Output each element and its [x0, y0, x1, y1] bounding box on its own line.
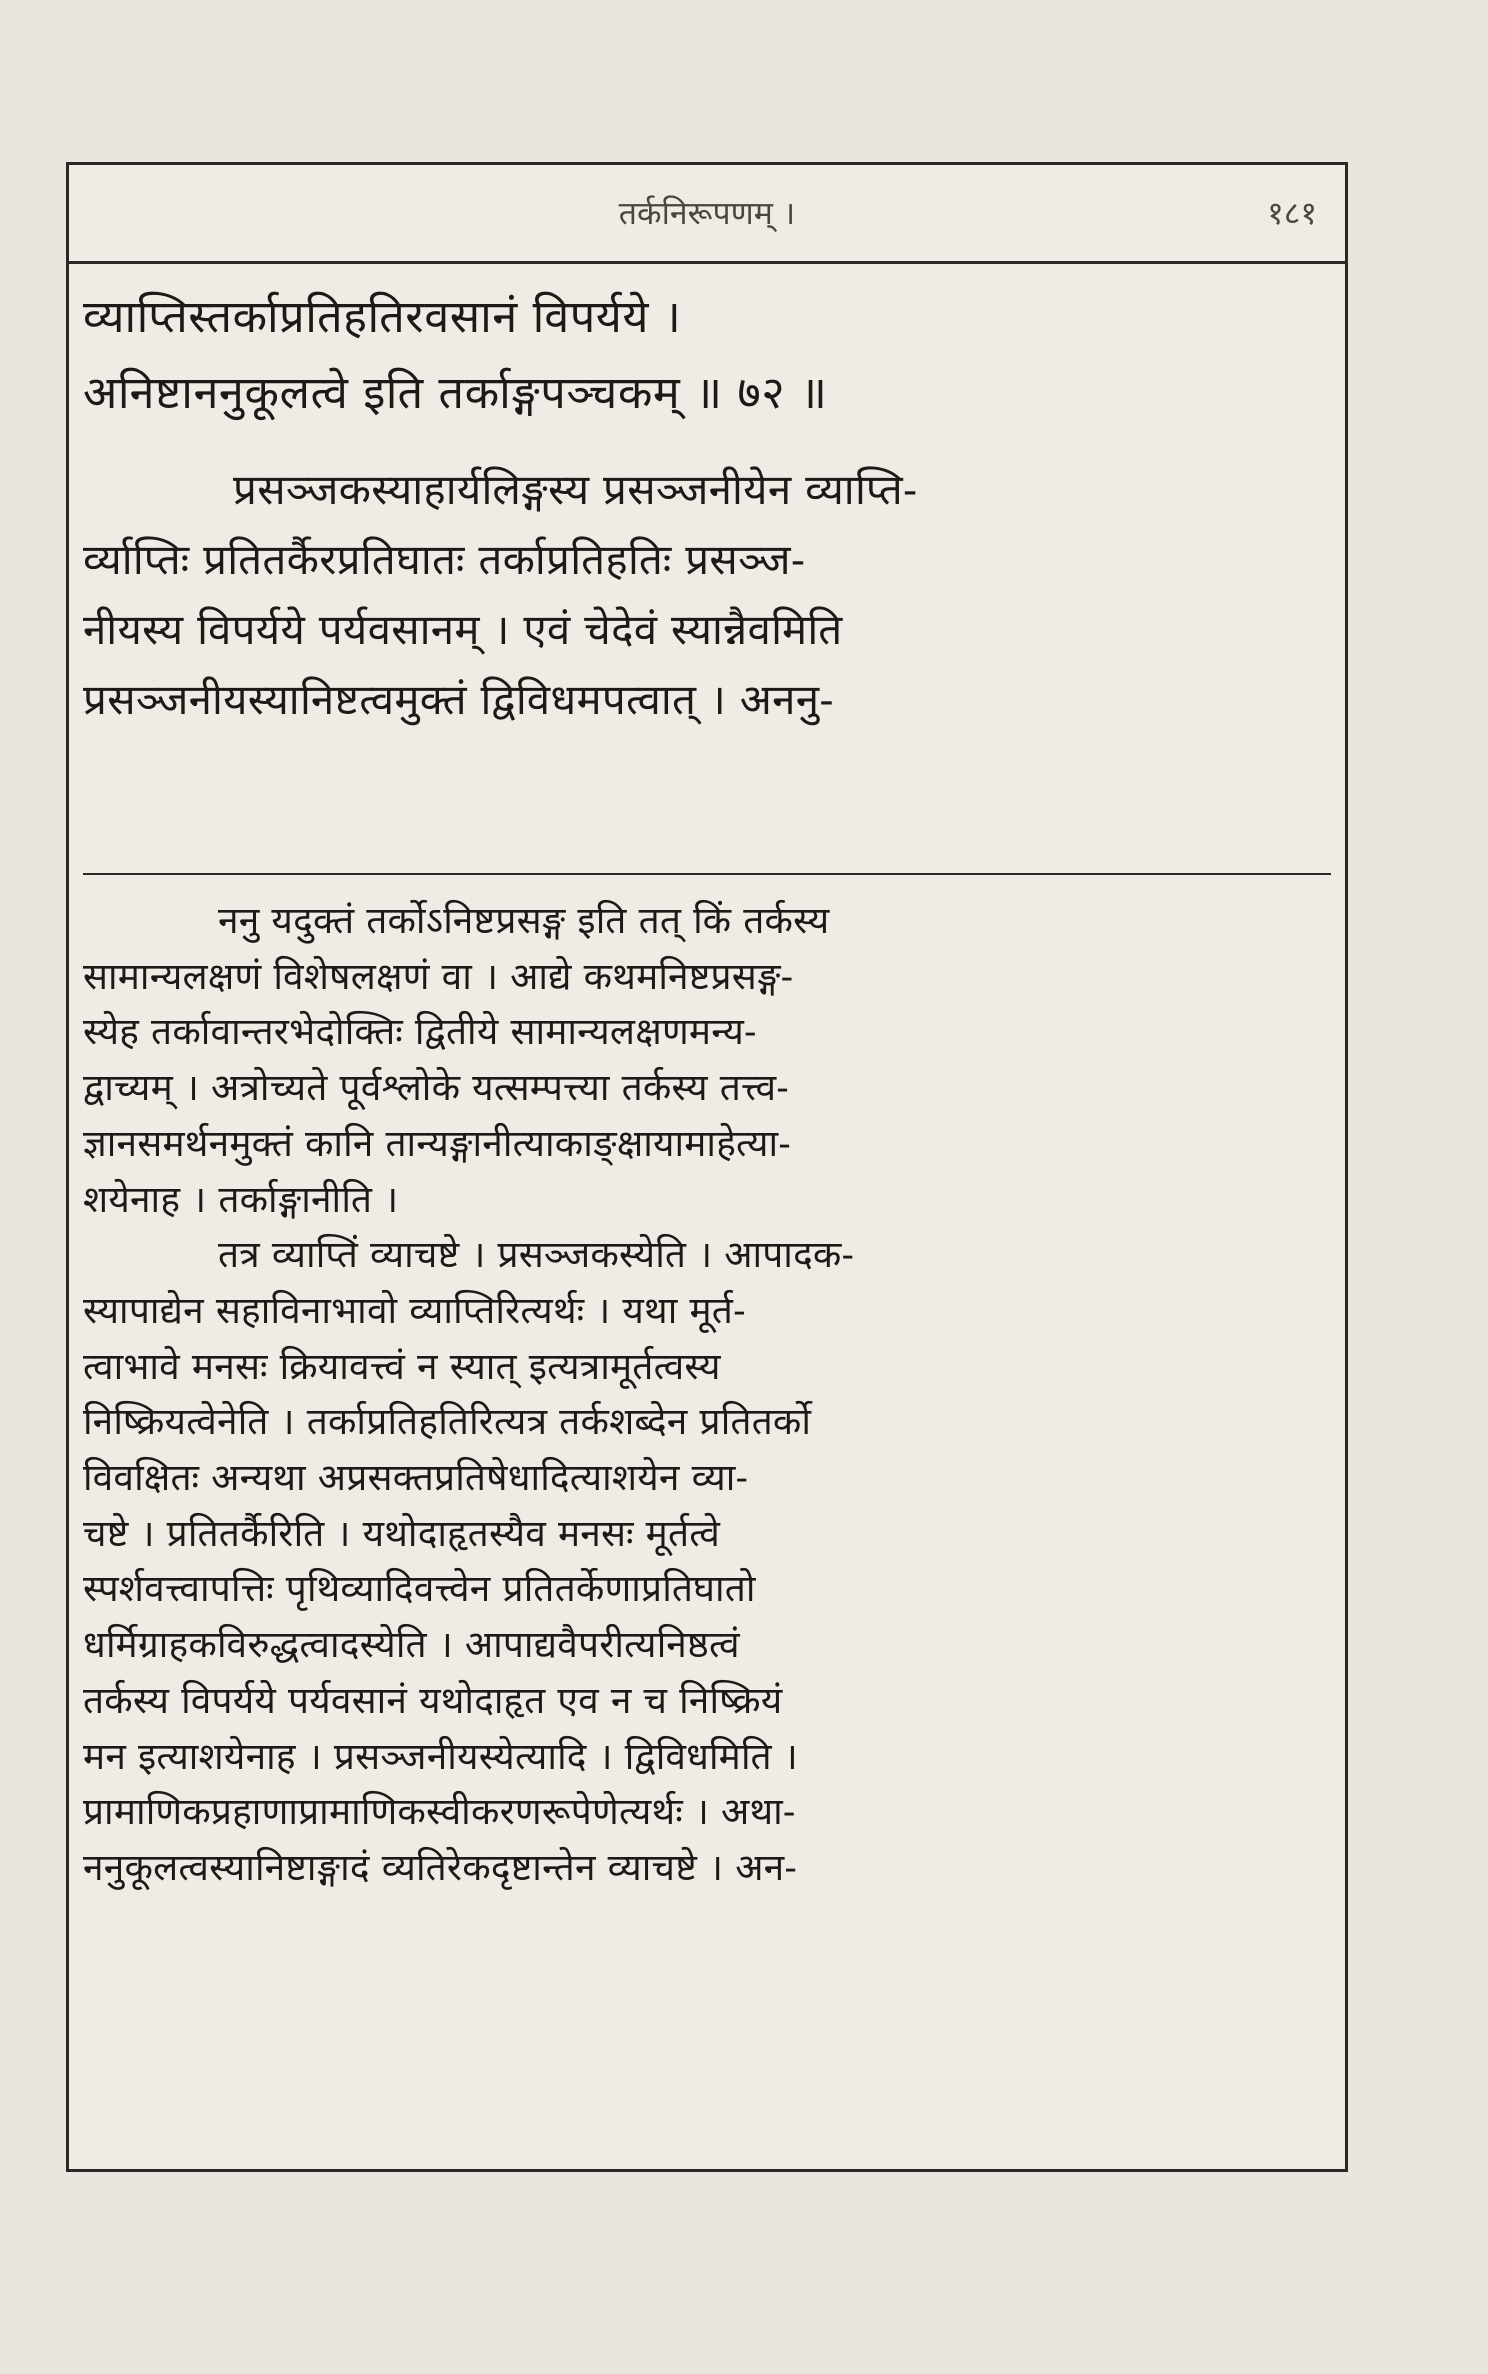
- gloss-line: ननु यदुक्तं तर्कोऽनिष्टप्रसङ्ग इति तत् किं तर्कस्य: [218, 899, 830, 942]
- page-number: १८१: [1267, 194, 1317, 232]
- gloss-line: स्यापाद्येन सहाविनाभावो व्याप्तिरित्यर्थः । यथा मूर्त-: [83, 1288, 746, 1332]
- running-header: [69, 165, 1345, 264]
- commentary-line: प्रसञ्जकस्याहार्यलिङ्गस्य प्रसञ्जनीयेन व्याप्ति-: [233, 465, 918, 514]
- gloss-line: शयेनाह । तर्काङ्गानीति ।: [83, 1177, 399, 1221]
- gloss-line: चष्टे । प्रतितर्कैरिति । यथोदाहृतस्यैव मनसः मूर्तत्वे: [83, 1511, 721, 1555]
- section-divider: [83, 873, 1331, 875]
- gloss-line: स्येह तर्कावान्तरभेदोक्तिः द्वितीये सामान्यलक्षणमन्य-: [83, 1010, 757, 1054]
- verse-line: अनिष्टाननुकूलत्वे इति तर्काङ्गपञ्चकम् ॥ ७२ ॥: [83, 366, 828, 419]
- verse-line: व्याप्तिस्तर्काप्रतिहतिरवसानं विपर्यये ।: [83, 290, 682, 343]
- gloss-line: निष्क्रियत्वेनेति । तर्काप्रतिहतिरित्यत्र तर्कशब्देन प्रतितर्को: [83, 1400, 812, 1444]
- commentary-line: प्रसञ्जनीयस्यानिष्टत्वमुक्तं द्विविधमपत्वात् । अननु-: [83, 675, 834, 724]
- commentary-block: [83, 455, 1331, 735]
- gloss-line: विवक्षितः अन्यथा अप्रसक्तप्रतिषेधादित्याशयेन व्या-: [83, 1456, 749, 1500]
- gloss-line: मन इत्याशयेनाह । प्रसञ्जनीयस्येत्यादि । द्विविधमिति ।: [83, 1734, 799, 1778]
- gloss-line: सामान्यलक्षणं विशेषलक्षणं वा । आद्ये कथमनिष्टप्रसङ्ग-: [83, 954, 794, 998]
- gloss-line: स्पर्शवत्त्वापत्तिः पृथिव्यादिवत्त्वेन प्रतितर्केणाप्रतिघातो: [83, 1567, 756, 1611]
- gloss-line: ननुकूलत्वस्यानिष्टाङ्गादं व्यतिरेकदृष्टान्तेन व्याचष्टे । अन-: [83, 1845, 798, 1889]
- gloss-line: द्वाच्यम् । अत्रोच्यते पूर्वश्लोके यत्सम्पत्त्या तर्कस्य तत्त्व-: [83, 1066, 790, 1110]
- verse-block: [83, 279, 1331, 431]
- gloss-line: तत्र व्याप्तिं व्याचष्टे । प्रसञ्जकस्येति । आपादक-: [218, 1233, 855, 1277]
- page-frame: [66, 162, 1348, 2172]
- commentary-line: नीयस्य विपर्यये पर्यवसानम् । एवं चेदेवं स्यान्नैवमिति: [83, 605, 843, 654]
- gloss-line: धर्मिग्राहकविरुद्धत्वादस्येति । आपाद्यवैपरीत्यनिष्ठत्वं: [83, 1623, 740, 1667]
- gloss-line: तर्कस्य विपर्यये पर्यवसानं यथोदाहृत एव न च निष्क्रियं: [83, 1678, 783, 1722]
- gloss-line: ज्ञानसमर्थनमुक्तं कानि तान्यङ्गानीत्याकाङ्क्षायामाहेत्या-: [83, 1121, 791, 1165]
- commentary-line: र्व्याप्तिः प्रतितर्कैरप्रतिघातः तर्काप्रतिहतिः प्रसञ्ज-: [83, 535, 806, 584]
- gloss-line: प्रामाणिकप्रहाणाप्रामाणिकस्वीकरणरूपेणेत्यर्थः । अथा-: [83, 1790, 796, 1834]
- gloss-block: [83, 893, 1331, 1896]
- header-title: तर्कनिरूपणम् ।: [618, 194, 796, 232]
- gloss-line: त्वाभावे मनसः क्रियावत्त्वं न स्यात् इत्यत्रामूर्तत्वस्य: [83, 1344, 721, 1388]
